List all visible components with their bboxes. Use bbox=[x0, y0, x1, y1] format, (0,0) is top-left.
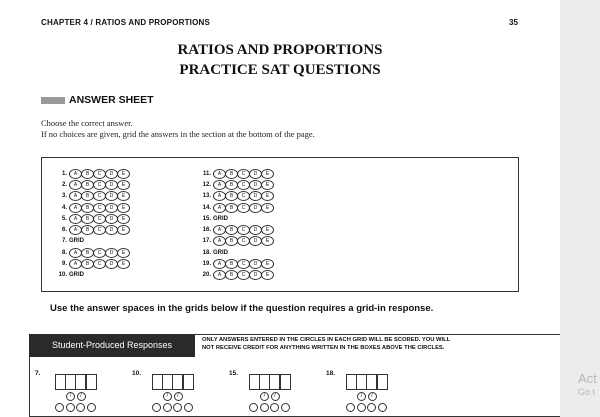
answer-bubble[interactable]: A bbox=[213, 169, 226, 179]
question-number: 6. bbox=[61, 227, 67, 234]
question-row bbox=[198, 168, 273, 179]
question-row bbox=[54, 247, 129, 258]
answer-bubble[interactable]: D bbox=[249, 169, 262, 179]
grid-entry-box[interactable] bbox=[183, 374, 194, 390]
activation-watermark: Act Go t bbox=[578, 372, 597, 397]
fraction-bubble[interactable]: / bbox=[77, 392, 86, 401]
answer-bubble[interactable]: A bbox=[213, 191, 226, 201]
question-row bbox=[54, 236, 129, 247]
answer-bubble[interactable]: B bbox=[81, 191, 94, 201]
decimal-row bbox=[346, 403, 388, 412]
answer-bubble[interactable]: A bbox=[69, 203, 82, 213]
question-row bbox=[54, 191, 129, 202]
grid-number: 10. bbox=[132, 370, 142, 377]
grid-entry-box[interactable] bbox=[280, 374, 291, 390]
question-number: 20. bbox=[202, 272, 211, 279]
answer-bubble[interactable]: C bbox=[93, 225, 106, 235]
decimal-bubble[interactable] bbox=[76, 403, 85, 412]
answer-bubble[interactable]: D bbox=[249, 191, 262, 201]
question-number: 14. bbox=[202, 204, 211, 211]
question-number: 4. bbox=[61, 204, 67, 211]
question-row bbox=[54, 224, 129, 235]
decimal-bubble[interactable] bbox=[163, 403, 172, 412]
grid-entry-boxes bbox=[55, 374, 96, 390]
section-marker bbox=[41, 97, 65, 104]
grid-entry-box[interactable] bbox=[377, 374, 388, 390]
answer-bubble[interactable]: D bbox=[105, 259, 118, 269]
answer-bubble[interactable]: E bbox=[117, 225, 130, 235]
decimal-bubble[interactable] bbox=[367, 403, 376, 412]
answer-bubble[interactable]: B bbox=[225, 169, 238, 179]
decimal-bubble[interactable] bbox=[281, 403, 290, 412]
question-row bbox=[54, 168, 129, 179]
question-row bbox=[198, 213, 273, 224]
answer-box bbox=[41, 157, 519, 292]
question-number: 2. bbox=[61, 181, 67, 188]
fraction-bar-row bbox=[260, 392, 281, 401]
answer-bubble[interactable]: D bbox=[105, 169, 118, 179]
answer-bubble[interactable]: A bbox=[69, 180, 82, 190]
answer-bubble[interactable]: A bbox=[69, 248, 82, 258]
answer-bubble[interactable]: A bbox=[213, 203, 226, 213]
answer-bubble[interactable]: E bbox=[261, 180, 274, 190]
answer-bubble[interactable]: C bbox=[93, 191, 106, 201]
question-number: 17. bbox=[202, 238, 211, 245]
answer-bubble[interactable]: D bbox=[249, 270, 262, 280]
decimal-bubble[interactable] bbox=[173, 403, 182, 412]
fraction-bar-row bbox=[66, 392, 87, 401]
answer-bubble[interactable]: D bbox=[105, 191, 118, 201]
chapter-header: CHAPTER 4 / RATIOS AND PROPORTIONS bbox=[41, 18, 211, 27]
grid-number: 7. bbox=[35, 370, 41, 377]
answer-bubble[interactable]: A bbox=[213, 225, 226, 235]
question-row bbox=[54, 202, 129, 213]
instruction-line: If no choices are given, grid the answers in the section at the bottom of the page. bbox=[41, 129, 315, 139]
decimal-bubble[interactable] bbox=[357, 403, 366, 412]
grid-label: GRID bbox=[69, 238, 84, 245]
answer-bubble[interactable]: E bbox=[261, 225, 274, 235]
question-row bbox=[198, 247, 273, 258]
question-row bbox=[54, 258, 129, 269]
answer-bubble[interactable]: C bbox=[237, 270, 250, 280]
answer-bubble[interactable]: E bbox=[117, 191, 130, 201]
fraction-bubble[interactable]: / bbox=[357, 392, 366, 401]
answer-bubble[interactable]: C bbox=[237, 191, 250, 201]
grid-number: 18. bbox=[326, 370, 336, 377]
fraction-bubble[interactable]: / bbox=[174, 392, 183, 401]
answer-bubble[interactable]: B bbox=[225, 225, 238, 235]
answer-bubble[interactable]: C bbox=[93, 169, 106, 179]
answer-bubble[interactable]: D bbox=[105, 203, 118, 213]
answer-bubble[interactable]: E bbox=[261, 203, 274, 213]
answer-bubble[interactable]: C bbox=[237, 225, 250, 235]
answer-bubble[interactable]: D bbox=[105, 248, 118, 258]
answer-bubble[interactable]: B bbox=[81, 180, 94, 190]
answer-bubble[interactable]: C bbox=[93, 248, 106, 258]
answer-bubble[interactable]: A bbox=[69, 259, 82, 269]
fraction-bubble[interactable]: / bbox=[368, 392, 377, 401]
answer-bubble[interactable]: E bbox=[117, 169, 130, 179]
answer-bubble[interactable]: E bbox=[117, 248, 130, 258]
answer-bubble[interactable]: C bbox=[237, 169, 250, 179]
answer-bubble[interactable]: D bbox=[249, 236, 262, 246]
decimal-bubble[interactable] bbox=[87, 403, 96, 412]
answer-bubble[interactable]: B bbox=[225, 191, 238, 201]
decimal-bubble[interactable] bbox=[270, 403, 279, 412]
question-row bbox=[198, 179, 273, 190]
answer-bubble[interactable]: A bbox=[69, 191, 82, 201]
answer-bubble[interactable]: A bbox=[69, 225, 82, 235]
instruction-line: Choose the correct answer. bbox=[41, 118, 133, 128]
decimal-bubble[interactable] bbox=[66, 403, 75, 412]
question-number: 1. bbox=[61, 170, 67, 177]
answer-bubble[interactable]: B bbox=[225, 259, 238, 269]
answer-bubble[interactable]: A bbox=[213, 259, 226, 269]
fraction-bar-row bbox=[357, 392, 378, 401]
question-row bbox=[198, 191, 273, 202]
decimal-bubble[interactable] bbox=[152, 403, 161, 412]
answer-bubble[interactable]: C bbox=[93, 180, 106, 190]
answer-bubble[interactable]: D bbox=[249, 180, 262, 190]
answer-bubble[interactable]: A bbox=[69, 169, 82, 179]
answer-column-left bbox=[54, 168, 129, 281]
answer-bubble[interactable]: E bbox=[117, 259, 130, 269]
grid-number: 15. bbox=[229, 370, 239, 377]
answer-bubble[interactable]: A bbox=[213, 236, 226, 246]
answer-bubble[interactable]: C bbox=[93, 203, 106, 213]
question-row bbox=[198, 224, 273, 235]
question-number: 10. bbox=[58, 272, 67, 279]
question-row bbox=[54, 270, 129, 281]
grid-entry-boxes bbox=[249, 374, 290, 390]
decimal-row bbox=[152, 403, 194, 412]
page-subtitle: PRACTICE SAT QUESTIONS bbox=[179, 62, 381, 78]
answer-bubble[interactable]: C bbox=[93, 214, 106, 224]
answer-bubble[interactable]: C bbox=[237, 259, 250, 269]
grid-entry-boxes bbox=[346, 374, 387, 390]
answer-bubble[interactable]: B bbox=[225, 203, 238, 213]
answer-bubble[interactable]: D bbox=[249, 259, 262, 269]
question-number: 11. bbox=[202, 170, 211, 177]
decimal-row bbox=[55, 403, 97, 412]
fraction-bar-row bbox=[163, 392, 184, 401]
question-number: 12. bbox=[202, 181, 211, 188]
question-number: 16. bbox=[202, 227, 211, 234]
answer-bubble[interactable]: B bbox=[225, 236, 238, 246]
question-row bbox=[198, 258, 273, 269]
answer-sheet-heading: ANSWER SHEET bbox=[69, 94, 154, 106]
grid-entry-boxes bbox=[152, 374, 193, 390]
question-number: 19. bbox=[202, 261, 211, 268]
answer-bubble[interactable]: E bbox=[261, 191, 274, 201]
answer-bubble[interactable]: A bbox=[213, 180, 226, 190]
answer-bubble[interactable]: B bbox=[81, 169, 94, 179]
answer-bubble[interactable]: B bbox=[81, 259, 94, 269]
question-number: 18. bbox=[202, 249, 211, 256]
fraction-bubble[interactable]: / bbox=[260, 392, 269, 401]
answer-bubble[interactable]: D bbox=[105, 225, 118, 235]
answer-bubble[interactable]: E bbox=[117, 214, 130, 224]
decimal-bubble[interactable] bbox=[378, 403, 387, 412]
answer-bubble[interactable]: D bbox=[249, 225, 262, 235]
grid-label: GRID bbox=[69, 272, 84, 279]
question-number: 15. bbox=[202, 215, 211, 222]
question-number: 8. bbox=[61, 249, 67, 256]
fraction-bubble[interactable]: / bbox=[163, 392, 172, 401]
decimal-bubble[interactable] bbox=[346, 403, 355, 412]
question-row bbox=[54, 179, 129, 190]
question-row bbox=[198, 202, 273, 213]
decimal-row bbox=[249, 403, 291, 412]
answer-bubble[interactable]: E bbox=[117, 203, 130, 213]
answer-bubble[interactable]: E bbox=[117, 180, 130, 190]
answer-bubble[interactable]: B bbox=[81, 203, 94, 213]
decimal-bubble[interactable] bbox=[260, 403, 269, 412]
page-number: 35 bbox=[509, 18, 518, 27]
question-row bbox=[198, 236, 273, 247]
answer-bubble[interactable]: D bbox=[105, 180, 118, 190]
answer-bubble[interactable]: B bbox=[225, 270, 238, 280]
fraction-bubble[interactable]: / bbox=[271, 392, 280, 401]
page-title: RATIOS AND PROPORTIONS bbox=[177, 42, 383, 58]
answer-bubble[interactable]: C bbox=[237, 236, 250, 246]
answer-bubble[interactable]: E bbox=[261, 236, 274, 246]
answer-bubble[interactable]: D bbox=[249, 203, 262, 213]
grid-entry-box[interactable] bbox=[86, 374, 97, 390]
decimal-bubble[interactable] bbox=[184, 403, 193, 412]
decimal-bubble[interactable] bbox=[55, 403, 64, 412]
question-number: 9. bbox=[61, 261, 67, 268]
scoring-note: ONLY ANSWERS ENTERED IN THE CIRCLES IN EACH GRID WILL BE SCORED. YOU WILL NOT RECEIVE CREDIT FOR ANYTHING WRITTEN IN THE BOXES ABOVE THE CIRCLES. bbox=[202, 337, 451, 351]
answer-bubble[interactable]: B bbox=[81, 248, 94, 258]
question-number: 5. bbox=[61, 215, 67, 222]
grid-note: Use the answer spaces in the grids below if the question requires a grid-in response. bbox=[50, 303, 434, 314]
question-number: 7. bbox=[61, 238, 67, 245]
answer-column-right bbox=[198, 168, 273, 281]
answer-bubble[interactable]: E bbox=[261, 259, 274, 269]
answer-bubble[interactable]: A bbox=[69, 214, 82, 224]
answer-bubble[interactable]: B bbox=[81, 225, 94, 235]
viewer-side-area bbox=[560, 0, 600, 417]
answer-bubble[interactable]: C bbox=[237, 203, 250, 213]
answer-bubble[interactable]: B bbox=[81, 214, 94, 224]
decimal-bubble[interactable] bbox=[249, 403, 258, 412]
answer-bubble[interactable]: D bbox=[105, 214, 118, 224]
answer-bubble[interactable]: E bbox=[261, 169, 274, 179]
fraction-bubble[interactable]: / bbox=[66, 392, 75, 401]
student-responses-title: Student-Produced Responses bbox=[29, 334, 195, 357]
grid-label: GRID bbox=[213, 215, 228, 222]
answer-bubble[interactable]: C bbox=[93, 259, 106, 269]
answer-bubble[interactable]: B bbox=[225, 180, 238, 190]
question-number: 3. bbox=[61, 193, 67, 200]
answer-bubble[interactable]: A bbox=[213, 270, 226, 280]
answer-bubble[interactable]: C bbox=[237, 180, 250, 190]
question-row bbox=[198, 270, 273, 281]
question-number: 13. bbox=[202, 193, 211, 200]
question-row bbox=[54, 213, 129, 224]
answer-bubble[interactable]: E bbox=[261, 270, 274, 280]
grid-label: GRID bbox=[213, 249, 228, 256]
